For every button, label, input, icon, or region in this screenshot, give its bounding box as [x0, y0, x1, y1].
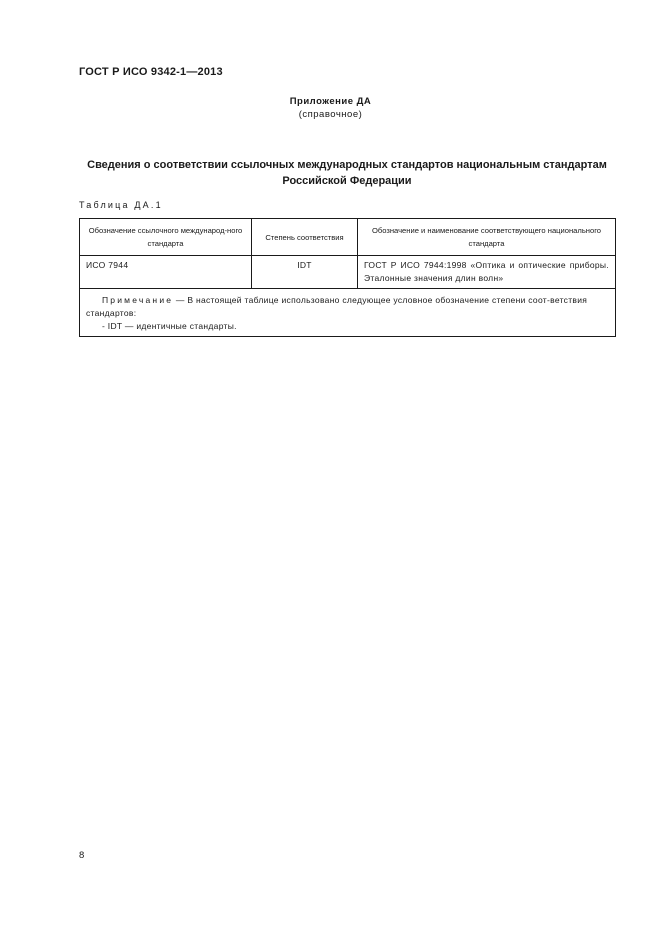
table-header-cell: Степень соответствия [252, 219, 358, 256]
page-number: 8 [79, 850, 85, 861]
correspondence-table [79, 218, 616, 337]
section-heading [79, 157, 615, 189]
section-heading-line1: Сведения о соответствии ссылочных международных стандартов национальным стандартам [87, 159, 607, 171]
table-caption: Таблица ДА.1 [79, 200, 163, 210]
section-heading-line2: Российской Федерации [282, 175, 412, 187]
note-label: Примечание [102, 295, 174, 305]
table-header-cell: Обозначение и наименование соответствующего национального стандарта [358, 219, 616, 256]
note-text: — В настоящей таблице использовано следующее условное обозначение степени соот-ветствия стандартов: [86, 295, 588, 318]
table-header-row [80, 219, 616, 256]
note-item: - IDT — идентичные стандарты. [102, 321, 237, 331]
table-note [80, 289, 616, 337]
appendix-subtitle: (справочное) [298, 109, 363, 120]
table-row [80, 256, 616, 289]
document-code: ГОСТ Р ИСО 9342-1—2013 [79, 66, 223, 78]
table-header-cell: Обозначение ссылочного международ-ного стандарта [80, 219, 252, 256]
table-cell-degree: IDT [252, 256, 358, 289]
table-cell-international-standard: ИСО 7944 [80, 256, 252, 289]
appendix-title: Приложение ДА [289, 96, 372, 107]
table-cell-national-standard: ГОСТ Р ИСО 7944:1998 «Оптика и оптические приборы. Эталонные значения длин волн» [358, 256, 616, 289]
table-note-row [80, 289, 616, 337]
